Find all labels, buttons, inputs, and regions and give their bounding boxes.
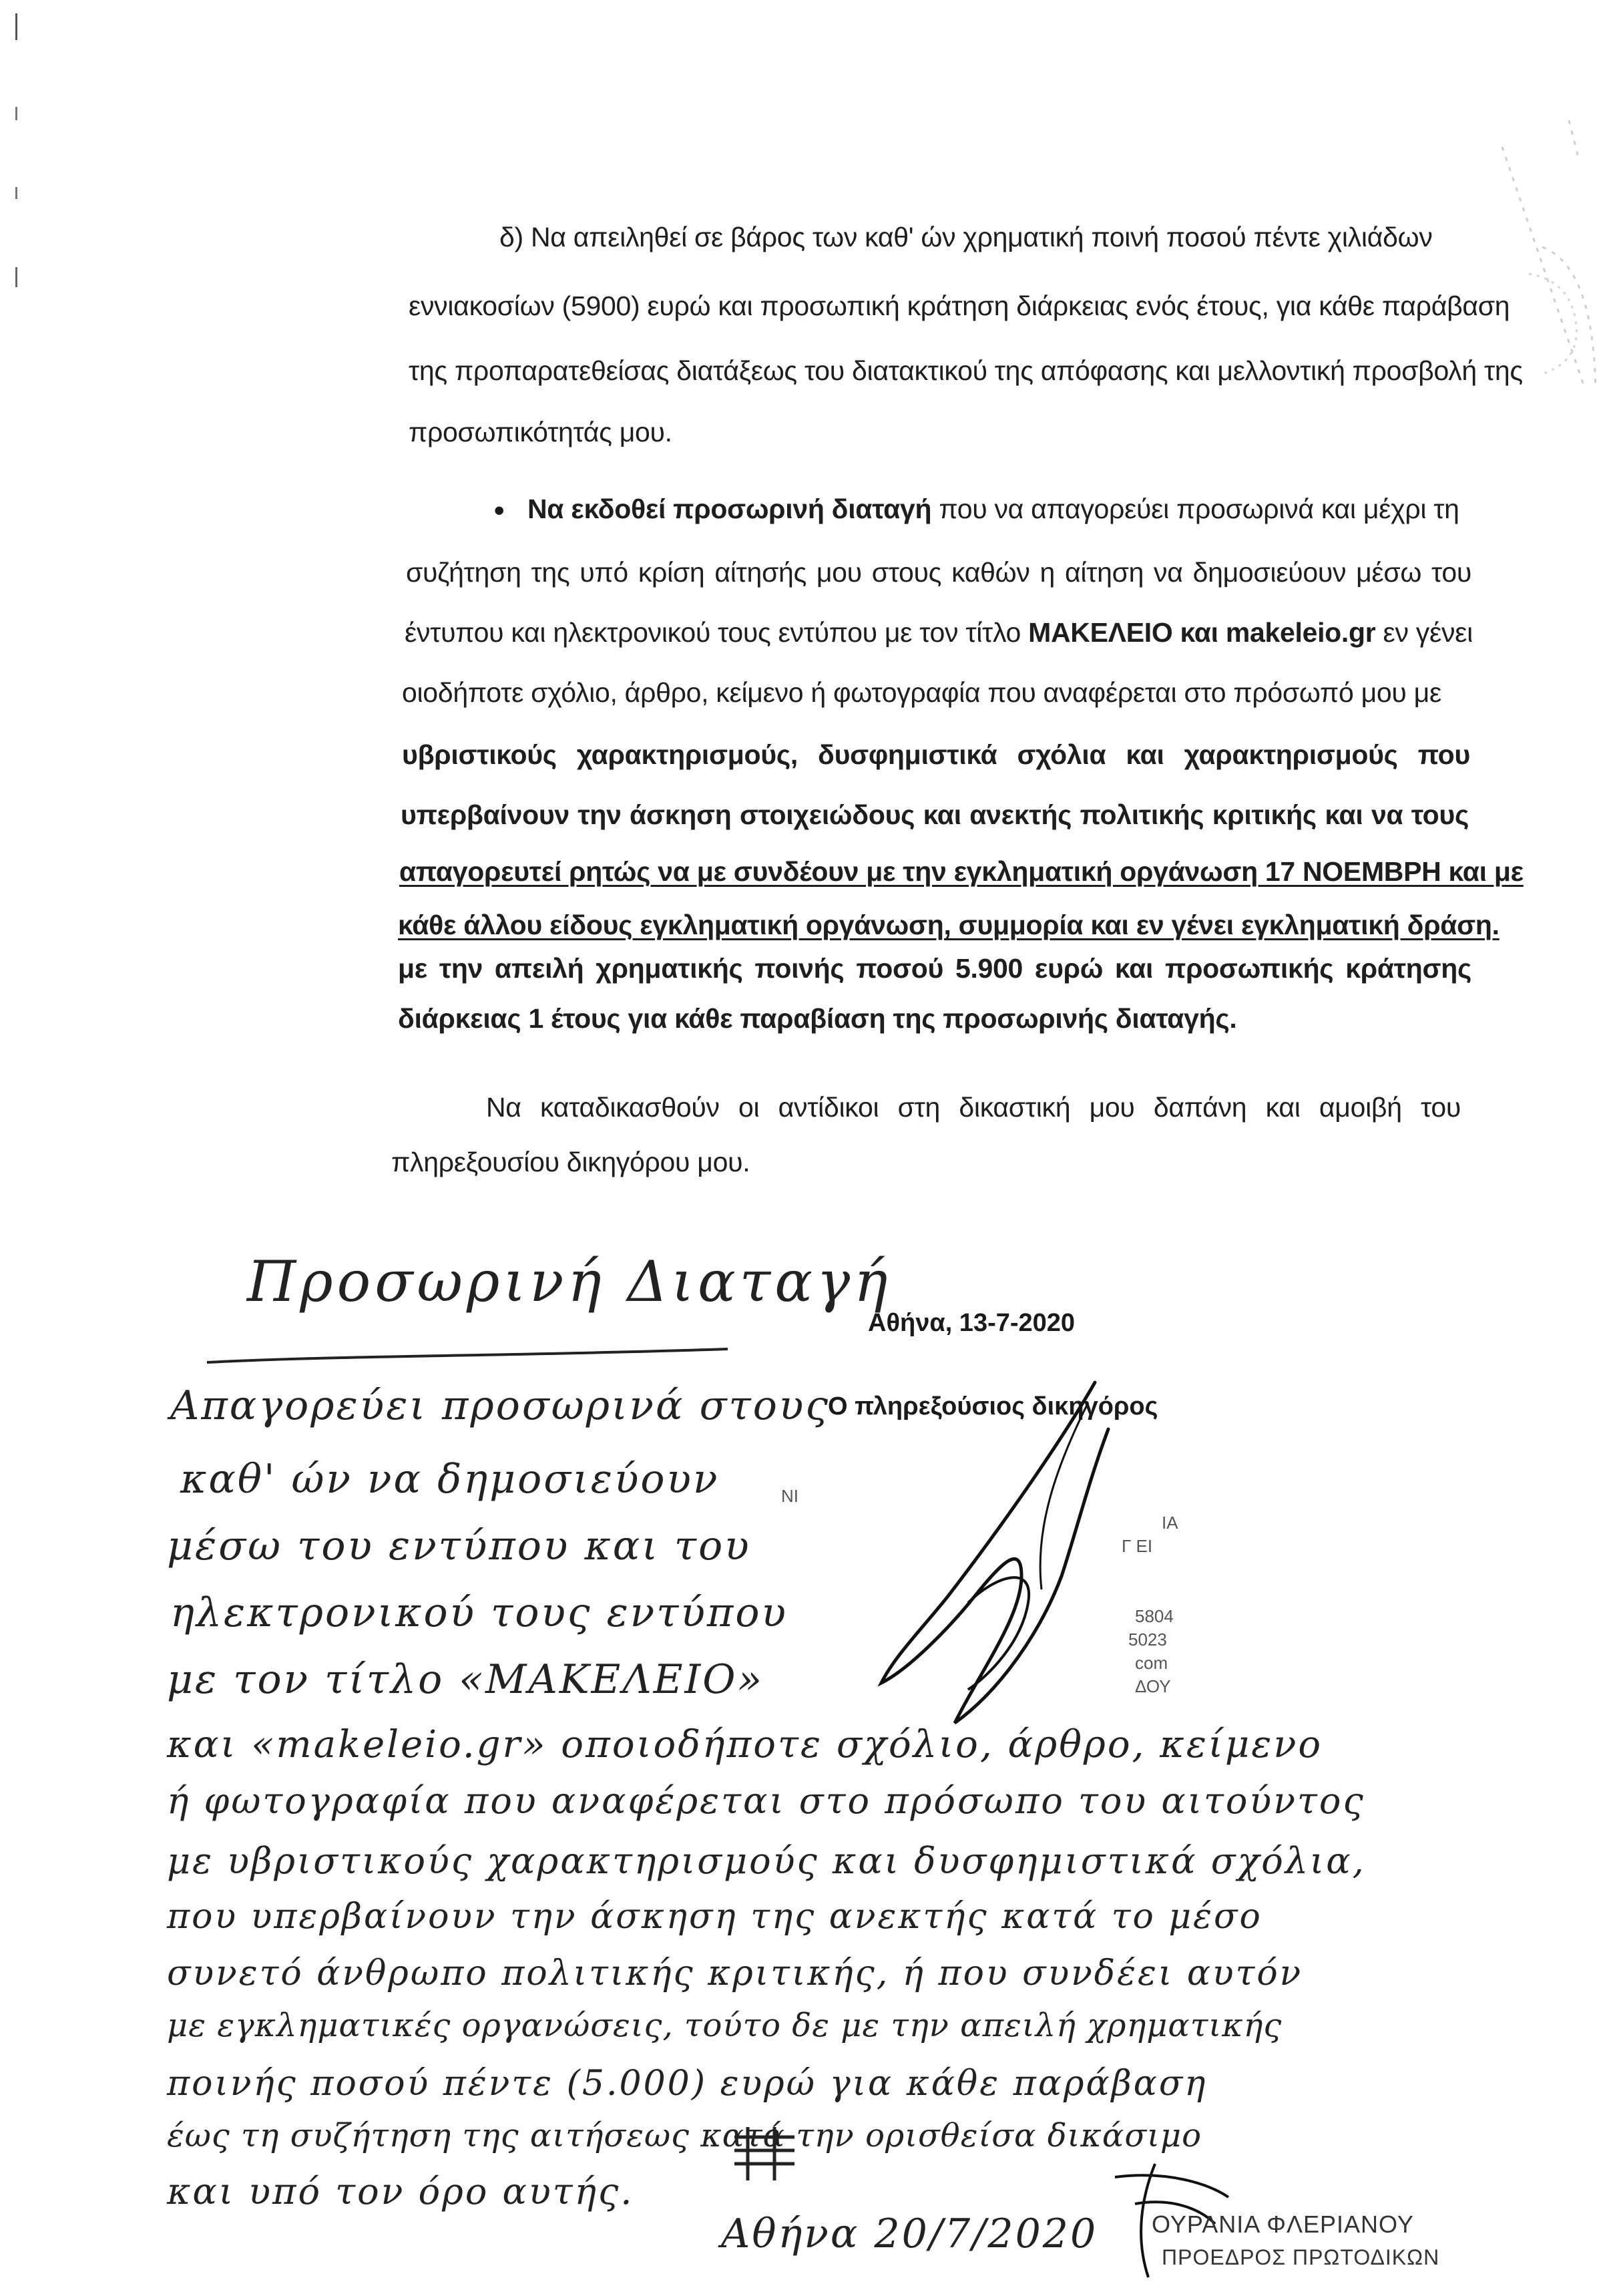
handwritten-line: έως τη συζήτηση της αιτήσεως κατά την ορισθείσα δικάσιμο <box>167 2117 1202 2154</box>
stamp-fragment: com <box>1135 1653 1168 1673</box>
injunction-line-8: κάθε άλλου είδους εγκληματική οργάνωση, συμμορία και εν γένει εγκληματική δράση. <box>398 910 1500 940</box>
stamp-fragment: ΔΟΥ <box>1135 1676 1171 1696</box>
injunction-lead-rest: που να απαγορεύει προσωρινά και μέχρι τη <box>939 494 1459 524</box>
injunction-line-5: υβριστικούς χαρακτηρισμούς, δυσφημιστικά σχόλια και χαρακτηρισμούς που <box>402 739 1470 770</box>
handwritten-line: και υπό τον όρο αυτής. <box>167 2170 634 2213</box>
handwritten-title-underline <box>200 1336 734 1382</box>
handwritten-line: ηλεκτρονικού τους εντύπου <box>170 1589 788 1636</box>
stamp-fragment: Γ ΕΙ <box>1122 1536 1153 1556</box>
injunction-line-4-post: με <box>1413 677 1441 708</box>
costs-line-1: Να καταδικασθούν οι αντίδικοι στη δικαστική μου δαπάνη και αμοιβή του <box>486 1092 1461 1123</box>
injunction-line-2: συζήτηση της υπό κρίση αίτησής μου στους καθών η αίτηση να δημοσιεύουν μέσω του <box>406 557 1471 588</box>
title-makeleio-gr: makeleio.gr <box>1225 617 1376 648</box>
handwritten-line: με τον τίτλο «ΜΑΚΕΛΕΙΟ» <box>167 1656 764 1703</box>
title-makeleio: ΜΑΚΕΛΕΙΟ <box>1028 617 1173 648</box>
injunction-line-4-pre: οιοδήποτε σχόλιο, άρθρο, κείμενο ή φωτογραφία που αναφέρεται στο πρόσωπό μου <box>402 677 1407 708</box>
injunction-line-1 <box>527 492 1459 526</box>
handwritten-title: Προσωρινή Διαταγή <box>247 1249 892 1314</box>
page-edge-marks <box>15 13 19 294</box>
handwritten-line: ή φωτογραφία που αναφέρεται στο πρόσωπο του αιτούντος <box>167 1780 1365 1822</box>
stamp-fragment: 5804 <box>1135 1606 1174 1626</box>
judge-title: ΠΡΟΕΔΡΟΣ ΠΡΩΤΟΔΙΚΩΝ <box>1162 2245 1440 2269</box>
bullet-icon: • <box>494 494 505 527</box>
handwritten-line: καθ' ών να δημοσιεύουν <box>180 1456 720 1503</box>
stamp-fragment: 5023 <box>1128 1630 1167 1650</box>
injunction-line-10: διάρκειας 1 έτους για κάθε παραβίαση της προσωρινής διαταγής. <box>398 1003 1237 1034</box>
injunction-line-3-pre: έντυπου και ηλεκτρονικού τους εντύπου με τον τίτλο <box>405 617 1021 648</box>
injunction-line-9: με την απειλή χρηματικής ποινής ποσού 5.900 ευρώ και προσωπικής κράτησης <box>398 953 1471 984</box>
faint-corner-stamp <box>1435 120 1602 387</box>
handwritten-place-date: Αθήνα 20/7/2020 <box>721 2211 1098 2257</box>
title-kai: και <box>1180 617 1218 648</box>
signoff-date: Αθήνα, 13-7-2020 <box>868 1309 1076 1337</box>
lawyer-signature <box>868 1376 1175 1750</box>
paragraph-d-line-4: προσωπικότητάς μου. <box>409 417 672 447</box>
injunction-line-7: απαγορευτεί ρητώς να με συνδέουν με την εγκληματική οργάνωση 17 ΝΟΕΜΒΡΗ και με <box>399 856 1524 887</box>
handwritten-line: με εγκληματικές οργανώσεις, τούτο δε με την απειλή χρηματικής <box>167 2007 1283 2044</box>
injunction-line-4 <box>402 676 1441 709</box>
costs-line-2: πληρεξουσίου δικηγόρου μου. <box>391 1147 750 1177</box>
stamp-fragment: ΝΙ <box>781 1486 798 1506</box>
signoff-lawyer: Ο πληρεξούσιος δικηγόρος <box>828 1392 1158 1420</box>
injunction-line-3-post: εν γένει <box>1383 617 1473 648</box>
handwritten-line: μέσω του εντύπου και του <box>167 1523 751 1569</box>
judge-name: ΟΥΡΑΝΙΑ ΦΛΕΡΙΑΝΟΥ <box>1152 2211 1414 2238</box>
paragraph-d-line-1: δ) Να απειληθεί σε βάρος των καθ' ών χρηματική ποινή ποσού πέντε χιλιάδων <box>499 222 1433 252</box>
paragraph-d-line-3: της προπαρατεθείσας διατάξεως του διατακτικού της απόφασης και μελλοντική προσβολή της <box>409 355 1523 386</box>
handwritten-line: συνετό άνθρωπο πολιτικής κριτικής, ή που συνδέει αυτόν <box>167 1953 1303 1993</box>
handwritten-line: με υβριστικούς χαρακτηρισμούς και δυσφημιστικά σχόλια, <box>167 1840 1366 1882</box>
injunction-line-6: υπερβαίνουν την άσκηση στοιχειώδους και ανεκτής πολιτικής κριτικής και να τους <box>401 799 1469 830</box>
handwritten-line: Απαγορεύει προσωρινά στους <box>170 1382 830 1429</box>
handwritten-line: ποινής ποσού πέντε (5.000) ευρώ για κάθε παράβαση <box>167 2064 1208 2104</box>
stamp-fragment: ΙΑ <box>1162 1513 1178 1533</box>
paragraph-d-line-2: εννιακοσίων (5900) ευρώ και προσωπική κράτηση διάρκειας ενός έτους, για κάθε παράβαση <box>409 291 1510 321</box>
scribble-mark <box>728 2124 801 2184</box>
handwritten-line: που υπερβαίνουν την άσκηση της ανεκτής κατά το μέσο <box>167 1897 1262 1937</box>
injunction-line-3 <box>405 616 1473 649</box>
injunction-lead: Να εκδοθεί προσωρινή διαταγή <box>527 494 932 524</box>
handwritten-line: και «makeleio.gr» οποιοδήποτε σχόλιο, άρθρο, κείμενο <box>167 1723 1323 1766</box>
